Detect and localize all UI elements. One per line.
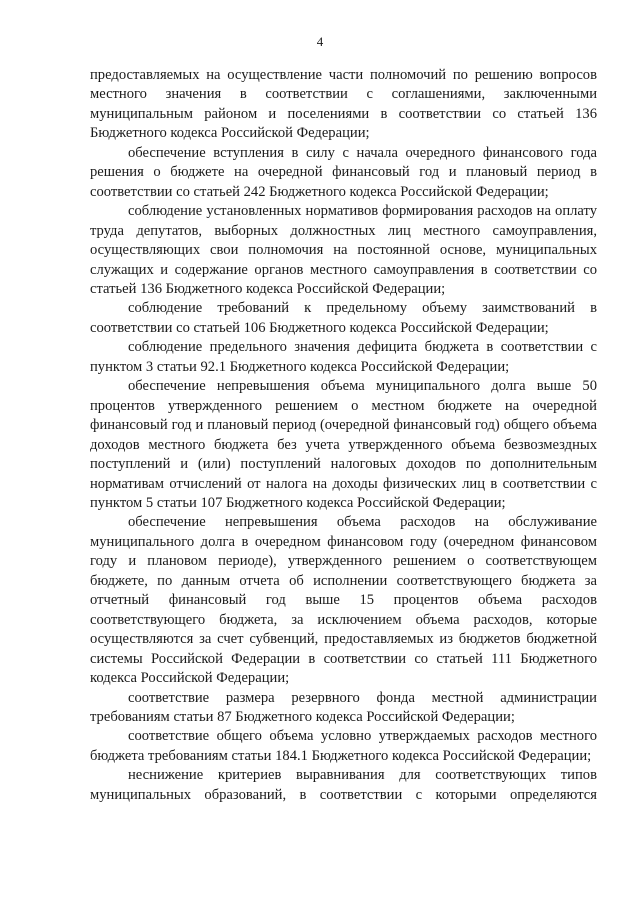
paragraph-reserve-fund: соответствие размера резервного фонда местной администрации требованиям статьи 87 Бюджетного кодекса Российской Федерации; (90, 689, 597, 725)
document-body (90, 66, 597, 805)
paragraph-municipal-debt-limit: обеспечение непревышения объема муниципального долга выше 50 процентов утвержденного решением о местном бюджете на очередной финансовый год и плановый период (очередной финансовый год) общего объема доходов местного бюджета без учета утвержденного объема безвозмездных поступлений и (или) поступлений налоговых доходов по дополнительным нормативам отчислений от налога на доходы физических лиц в соответствии с пунктом 5 статьи 107 Бюджетного кодекса Российской Федерации; (90, 378, 597, 511)
paragraph-borrowing-limit: соблюдение требований к предельному объему заимствований в соответствии со статьей 106 Бюджетного кодекса Российской Федерации; (90, 300, 597, 336)
paragraph-deficit-limit: соблюдение предельного значения дефицита бюджета в соответствии с пунктом 3 статьи 92.1 Бюджетного кодекса Российской Федерации; (90, 339, 597, 375)
paragraph-debt-service-limit: обеспечение непревышения объема расходов на обслуживание муниципального долга в очередном финансовом году (очередном финансовом году и плановом периоде), утвержденного решением о соответствующем бюджете, по данным отчета об исполнении соответствующего бюджета за отчетный финансовый год выше 15 процентов объема расходов соответствующего бюджета, за исключением объема расходов, которые осуществляются за счет субвенций, предоставляемых из бюджетов бюджетной системы Российской Федерации в соответствии со статьей 111 Бюджетного кодекса Российской Федерации; (90, 514, 597, 687)
paragraph-equalization-criteria: неснижение критериев выравнивания для соответствующих типов муниципальных образований, в соответствии с которыми определяются (90, 767, 597, 803)
page-number: 4 (316, 34, 324, 49)
paragraph-continuation: предоставляемых на осуществление части полномочий по решению вопросов местного значения в соответствии с соглашениями, заключенными муниципальным районом и поселениями в соответствии со статьей 136 Бюджетного кодекса Российской Федерации; (90, 67, 597, 142)
paragraph-conditional-expenses: соответствие общего объема условно утверждаемых расходов местного бюджета требованиям статьи 184.1 Бюджетного кодекса Российской Федерации; (90, 728, 597, 764)
paragraph-budget-entry-into-force: обеспечение вступления в силу с начала очередного финансового года решения о бюджете на очередной финансовый год и плановый период в соответствии со статьей 242 Бюджетного кодекса Российской Федерации; (90, 144, 597, 200)
paragraph-payroll-standards: соблюдение установленных нормативов формирования расходов на оплату труда депутатов, выборных должностных лиц местного самоуправления, осуществляющих свои полномочия на постоянной основе, муниципальных служащих и содержание органов местного самоуправления в соответствии со статьей 136 Бюджетного кодекса Российской Федерации; (90, 203, 597, 297)
